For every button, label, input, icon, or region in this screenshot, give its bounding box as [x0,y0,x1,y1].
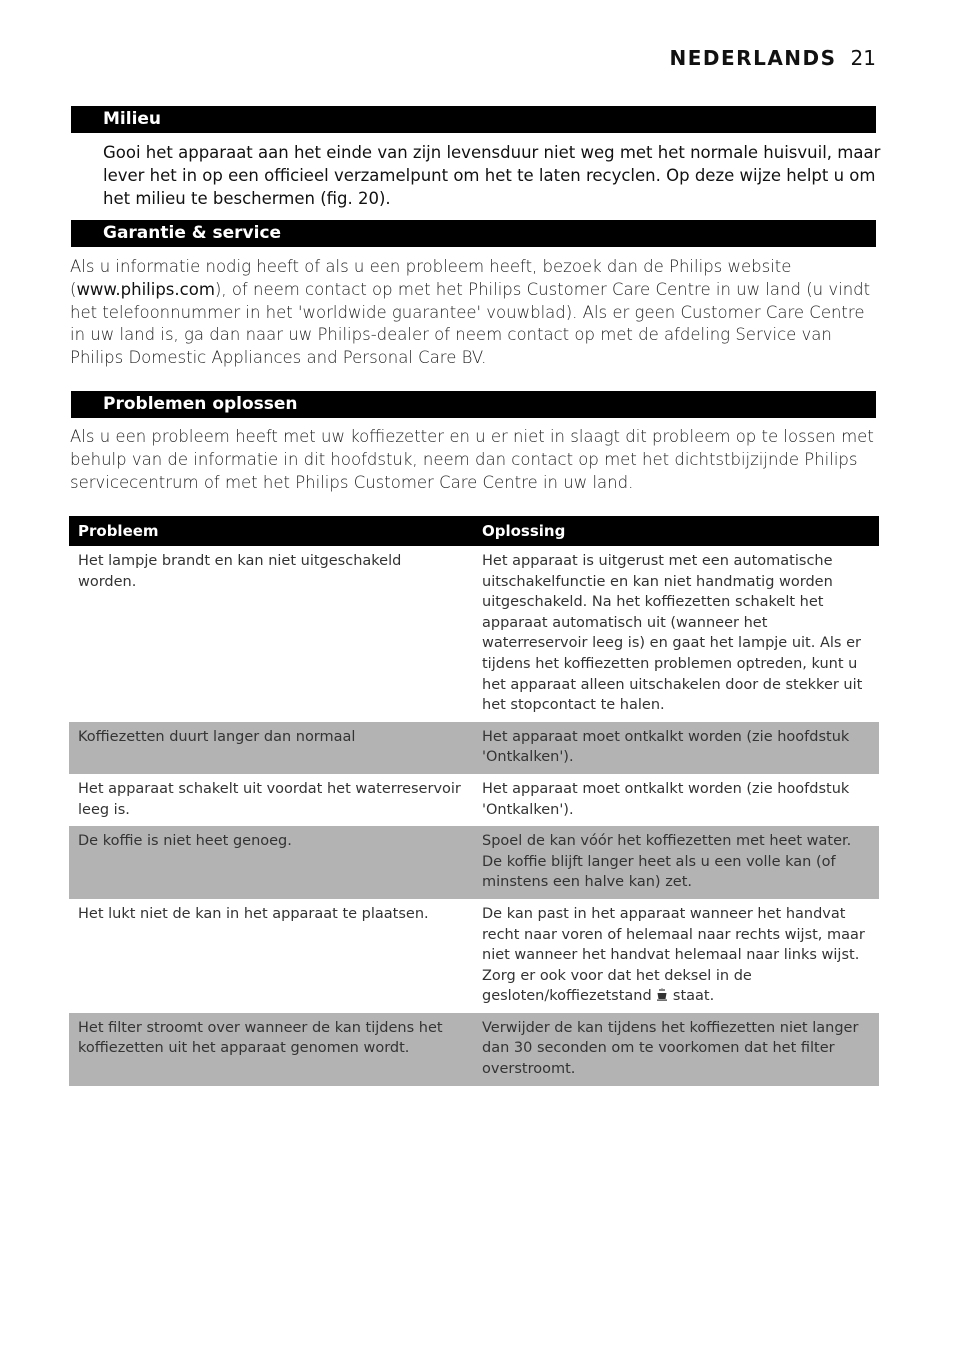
column-header-problem: Probleem [69,516,473,546]
section-heading-problemen: Problemen oplossen [71,391,876,418]
table-header-row [69,516,879,546]
table-row [69,899,879,1013]
milieu-text: Gooi het apparaat aan het einde van zijn levensduur niet weg met het normale huisvuil, maar lever het in op een officieel verzamelpunt om het te laten recyclen. Op deze wijze helpt u om het milieu te beschermen (fig. 20). [103,143,881,208]
page-header [670,46,876,70]
problem-cell: Het lampje brandt en kan niet uitgeschakeld worden. [69,546,473,722]
solution-cell: Het apparaat moet ontkalkt worden (zie hoofdstuk 'Ontkalken'). [473,722,879,774]
problem-cell: De koffie is niet heet genoeg. [69,826,473,899]
garantie-text [70,256,878,370]
table-row [69,722,879,774]
solution-cell: Spoel de kan vóór het koffiezetten met heet water. De koffie blijft langer heet als u een volle kan (of minstens een halve kan) zet. [473,826,879,899]
column-header-solution: Oplossing [473,516,879,546]
section-heading-garantie: Garantie & service [71,220,876,247]
table-row [69,826,879,899]
problemen-text: Als u een probleem heeft met uw koffiezetter en u er niet in slaagt dit probleem op te lossen met behulp van de informatie in dit hoofdstuk, neem dan contact op met het dichtstbijzijnde Philips servicecentrum of met het Philips Customer Care Centre in uw land. [70,427,874,492]
table-row [69,774,879,826]
solution-cell: Het apparaat is uitgerust met een automatische uitschakelfunctie en kan niet handmatig worden uitgeschakeld. Na het koffiezetten schakelt het apparaat automatisch uit (wanneer het waterreservoir leeg is) en gaat het lampje uit. Als er tijdens het koffiezetten problemen optreden, kunt u het apparaat alleen uitschakelen door de stekker uit het stopcontact te halen. [473,546,879,722]
table-row [69,546,879,722]
garantie-text-start: Als u informatie nodig heeft of als u een probleem heeft, bezoek dan de Philips website ( [70,257,792,299]
solution-text-start: De kan past in het apparaat wanneer het handvat recht naar voren of helemaal naar rechts wijst, maar niet wanneer het handvat helemaal naar links wijst. Zorg er ook voor dat het deksel in de gesloten/koffiezetstand [482,905,865,1005]
problem-cell: Het lukt niet de kan in het apparaat te plaatsen. [69,899,473,1013]
solution-cell: Verwijder de kan tijdens het koffiezetten niet langer dan 30 seconden om te voorkomen dat het filter overstroomt. [473,1013,879,1086]
language-label: NEDERLANDS [669,46,837,70]
philips-website-link[interactable]: www.philips.com [76,279,215,299]
troubleshooting-table [69,516,879,1086]
table-row [69,1013,879,1086]
garantie-text-end: ), of neem contact op met het Philips Customer Care Centre in uw land (u vindt het telefoonnummer in het 'worldwide guarantee' vouwblad). Als er geen Customer Care Centre in uw land is, ga dan naar uw Philips-dealer of neem contact op met de afdeling Service van Philips Domestic Appliances and Personal Care BV. [70,279,871,368]
solution-cell: Het apparaat moet ontkalkt worden (zie hoofdstuk 'Ontkalken'). [473,774,879,826]
solution-text-end: staat. [672,988,715,1005]
problem-cell: Koffiezetten duurt langer dan normaal [69,722,473,774]
problem-cell: Het apparaat schakelt uit voordat het waterreservoir leeg is. [69,774,473,826]
problem-cell: Het filter stroomt over wanneer de kan tijdens het koffiezetten uit het apparaat genomen wordt. [69,1013,473,1086]
coffee-brewing-position-icon [656,988,668,1001]
section-heading-milieu: Milieu [71,106,876,133]
page-number: 21 [850,46,876,70]
solution-cell [473,899,879,1013]
